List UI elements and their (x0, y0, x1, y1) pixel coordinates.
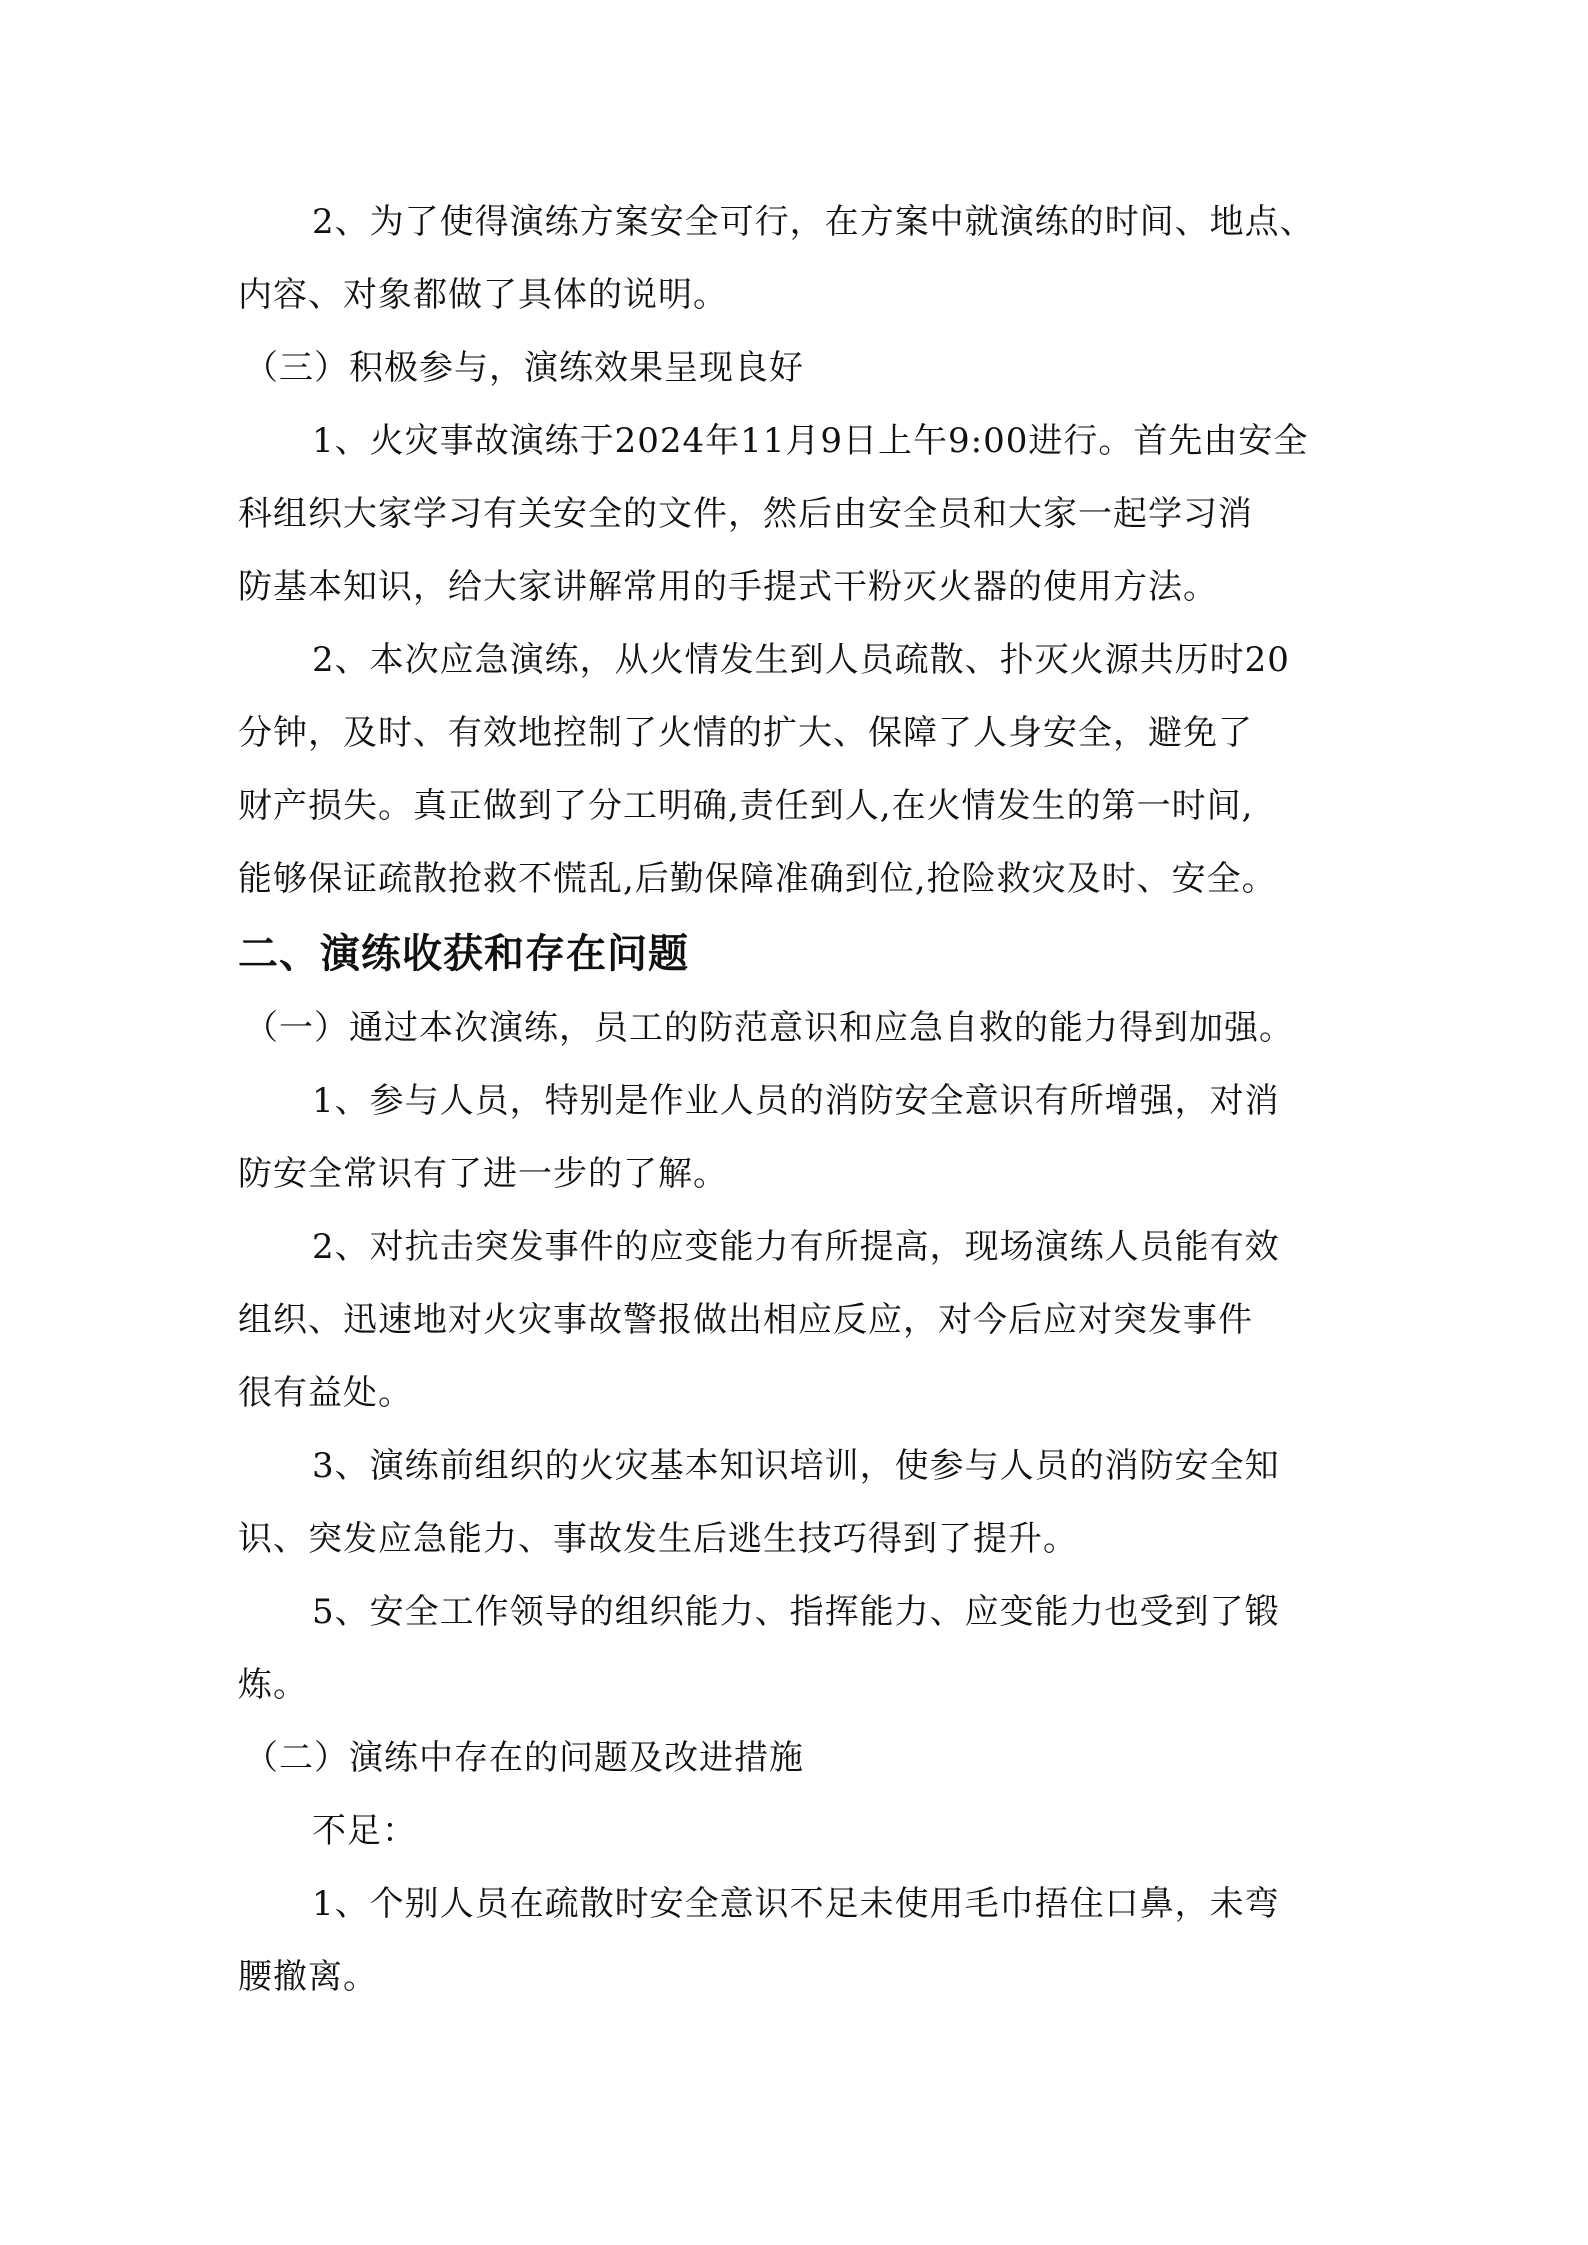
paragraph-line: 能够保证疏散抢救不慌乱,后勤保障准确到位,抢险救灾及时、安全。 (238, 859, 1277, 899)
paragraph-line: 3、演练前组织的火灾基本知识培训，使参与人员的消防安全知 (312, 1446, 1280, 1486)
paragraph-line: 2、对抗击突发事件的应变能力有所提高，现场演练人员能有效 (312, 1227, 1280, 1267)
paragraph-line: 1、参与人员，特别是作业人员的消防安全意识有所增强，对消 (312, 1081, 1280, 1121)
paragraph-line: 1、个别人员在疏散时安全意识不足未使用毛巾捂住口鼻，未弯 (312, 1884, 1280, 1924)
paragraph-line: 识、突发应急能力、事故发生后逃生技巧得到了提升。 (238, 1519, 1078, 1559)
paragraph-line: 腰撤离。 (238, 1957, 378, 1997)
paragraph-line: 财产损失。真正做到了分工明确,责任到人,在火情发生的第一时间, (238, 786, 1254, 826)
document-body (238, 186, 1368, 2014)
paragraph-line: 2、为了使得演练方案安全可行，在方案中就演练的时间、地点、 (312, 202, 1315, 242)
paragraph-line: 2、本次应急演练，从火情发生到人员疏散、扑灭火源共历时20 (312, 640, 1290, 680)
subsection-heading: （一）通过本次演练，员工的防范意识和应急自救的能力得到加强。 (244, 1008, 1294, 1048)
subsection-heading: （三）积极参与，演练效果呈现良好 (244, 348, 804, 388)
paragraph-line: 分钟，及时、有效地控制了火情的扩大、保障了人身安全，避免了 (238, 713, 1253, 753)
paragraph-line: 不足： (312, 1811, 417, 1851)
paragraph-line: 1、火灾事故演练于2024年11月9日上午9:00进行。首先由安全 (312, 421, 1309, 461)
paragraph-line: 科组织大家学习有关安全的文件，然后由安全员和大家一起学习消 (238, 494, 1253, 534)
subsection-heading: （二）演练中存在的问题及改进措施 (244, 1738, 804, 1778)
section-heading: 二、演练收获和存在问题 (238, 931, 689, 977)
paragraph-line: 内容、对象都做了具体的说明。 (238, 275, 728, 315)
paragraph-line: 组织、迅速地对火灾事故警报做出相应反应，对今后应对突发事件 (238, 1300, 1253, 1340)
paragraph-line: 很有益处。 (238, 1373, 413, 1413)
paragraph-line: 炼。 (238, 1665, 308, 1705)
paragraph-line: 5、安全工作领导的组织能力、指挥能力、应变能力也受到了锻 (312, 1592, 1280, 1632)
paragraph-line: 防安全常识有了进一步的了解。 (238, 1154, 728, 1194)
paragraph-line: 防基本知识，给大家讲解常用的手提式干粉灭火器的使用方法。 (238, 567, 1218, 607)
